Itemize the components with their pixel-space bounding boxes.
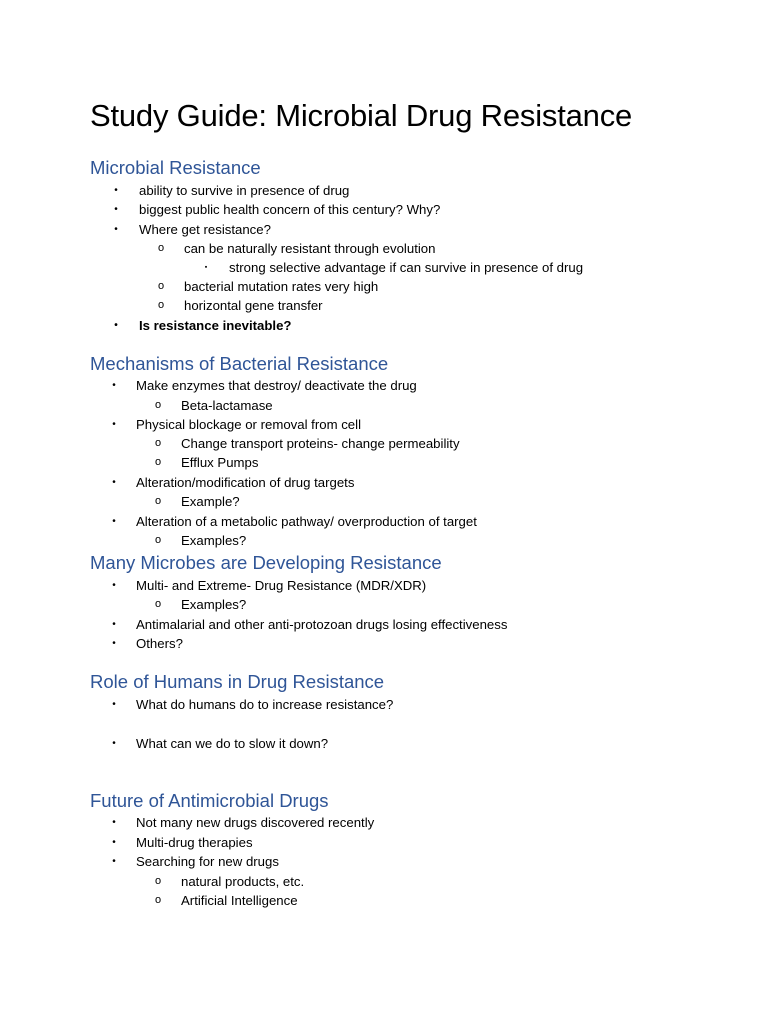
list-item-text: Where get resistance? [139,222,271,237]
circle-bullet-icon: o [154,598,162,610]
list-item-text: Examples? [181,597,247,612]
bullet-icon: • [112,638,116,649]
square-bullet-icon: ▪ [204,264,208,271]
bullet-icon: • [112,516,116,527]
bullet-icon: • [114,224,118,235]
bullet-icon: • [112,699,116,710]
section-heading: Role of Humans in Drug Resistance [90,671,385,692]
list-item-text: What do humans do to increase resistance? [136,697,394,712]
bullet-icon: • [112,419,116,430]
bullet-icon: • [114,204,118,215]
list-item-text: Antimalarial and other anti-protozoan drugs losing effectiveness [136,617,508,632]
list-item-text: Alteration of a metabolic pathway/ overproduction of target [136,514,477,529]
bullet-icon: • [112,619,116,630]
list-item-text: can be naturally resistant through evolution [184,241,436,256]
document-title: Study Guide: Microbial Drug Resistance [90,98,633,133]
list-item-text: horizontal gene transfer [184,298,323,313]
section-heading: Mechanisms of Bacterial Resistance [90,353,389,374]
bullet-icon: • [112,817,116,828]
list-item-text: Make enzymes that destroy/ deactivate the drug [136,378,417,393]
list-item-text: Searching for new drugs [136,854,279,869]
bullet-icon: • [112,837,116,848]
section-heading: Future of Antimicrobial Drugs [90,790,329,811]
list-item-text: Examples? [181,533,247,548]
circle-bullet-icon: o [154,495,162,507]
list-item-text: Is resistance inevitable? [139,318,292,333]
list-item-text: biggest public health concern of this century? Why? [139,202,441,217]
circle-bullet-icon: o [154,399,162,411]
list-item-text: Others? [136,636,183,651]
list-item-text: Multi- and Extreme- Drug Resistance (MDR/XDR) [136,578,427,593]
bullet-icon: • [112,580,116,591]
list-item-text: Beta-lactamase [181,398,273,413]
list-item-text: Multi-drug therapies [136,835,253,850]
list-item-text: Artificial Intelligence [181,893,298,908]
section-heading: Many Microbes are Developing Resistance [90,552,442,573]
list-item-text: Example? [181,494,240,509]
list-item-text: strong selective advantage if can survive in presence of drug [229,260,584,275]
bullet-icon: • [112,738,116,749]
circle-bullet-icon: o [154,456,162,468]
section-heading: Microbial Resistance [90,157,261,178]
list-item-text: bacterial mutation rates very high [184,279,379,294]
list-item-text: Not many new drugs discovered recently [136,815,375,830]
list-item-text: Efflux Pumps [181,455,259,470]
list-item-text: Physical blockage or removal from cell [136,417,362,432]
circle-bullet-icon: o [157,242,165,254]
list-item-text: natural products, etc. [181,874,305,889]
circle-bullet-icon: o [157,280,165,292]
list-item-text: Change transport proteins- change permeability [181,436,460,451]
circle-bullet-icon: o [154,534,162,546]
circle-bullet-icon: o [154,875,162,887]
bullet-icon: • [112,477,116,488]
list-item-text: What can we do to slow it down? [136,736,329,751]
circle-bullet-icon: o [157,299,165,311]
bullet-icon: • [112,856,116,867]
bullet-icon: • [114,320,118,331]
list-item-text: Alteration/modification of drug targets [136,475,355,490]
bullet-icon: • [114,185,118,196]
circle-bullet-icon: o [154,437,162,449]
circle-bullet-icon: o [154,894,162,906]
list-item-text: ability to survive in presence of drug [139,183,350,198]
bullet-icon: • [112,380,116,391]
